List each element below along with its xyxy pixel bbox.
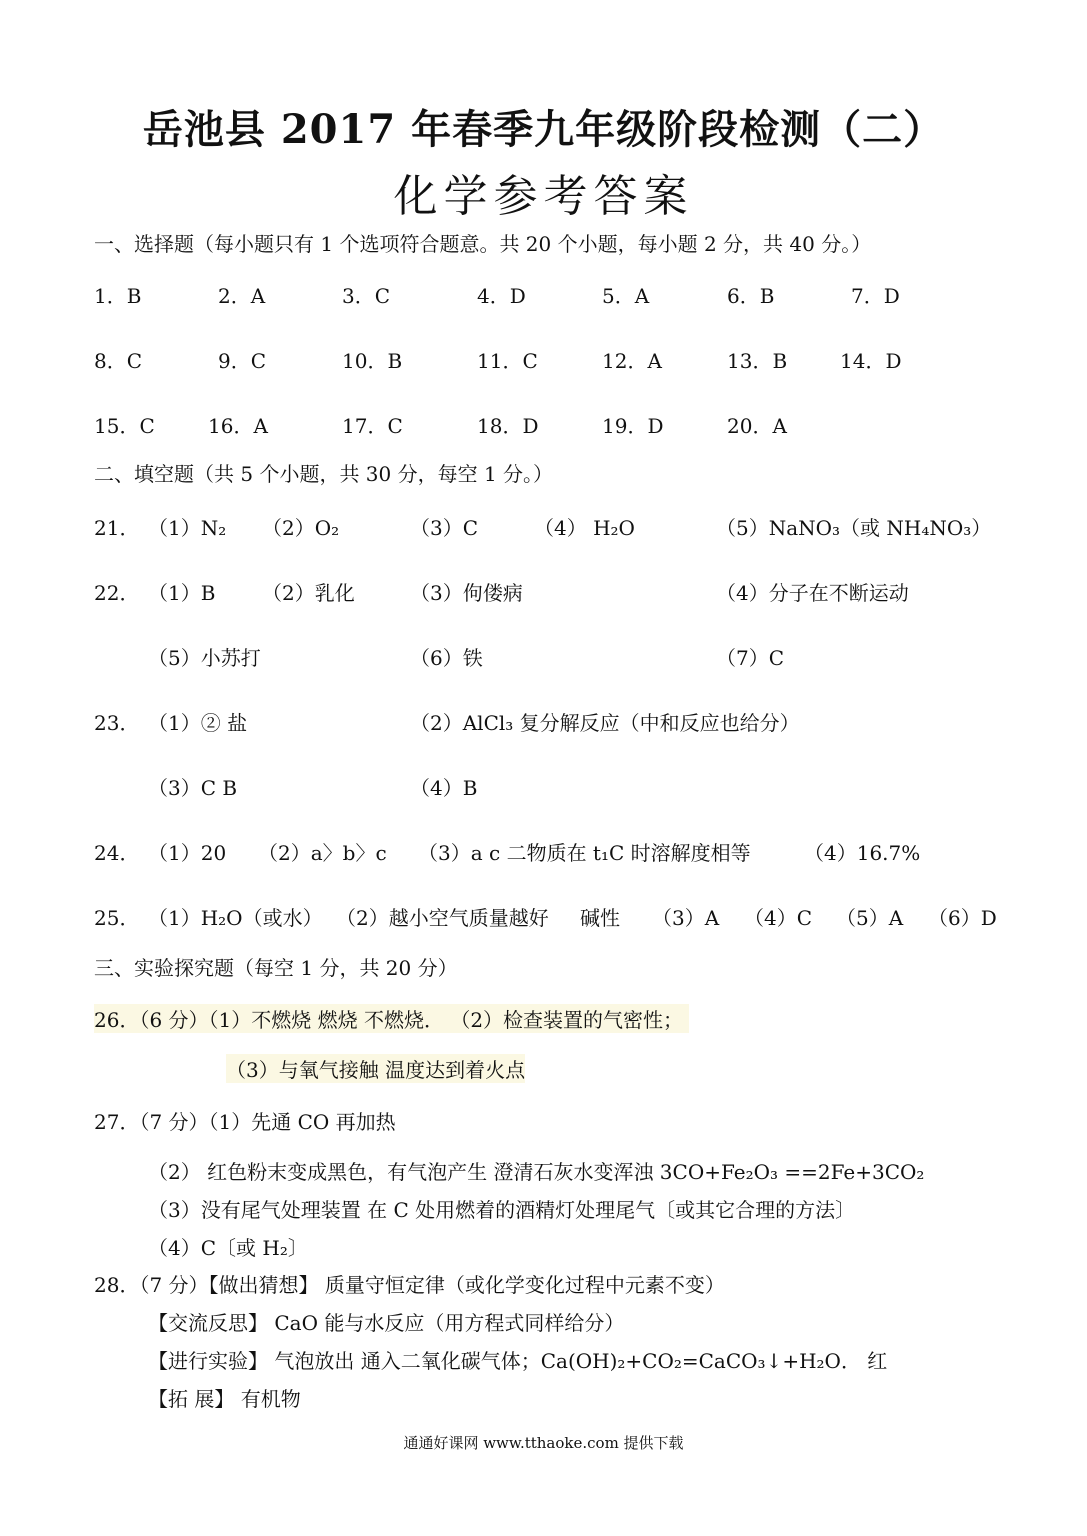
q28-line2: 【交流反思】 CaO 能与水反应（用方程式同样给分） [148, 1311, 625, 1335]
answer-text: （2）O₂ [262, 516, 340, 540]
answer-text: （3）a c 二物质在 t₁C 时溶解度相等 [418, 841, 751, 865]
page-subtitle: 化学参考答案 [393, 171, 694, 222]
answer-item: 14．D [840, 349, 902, 373]
answer-item: 20．A [727, 414, 787, 438]
q28-line3: 【进行实验】 气泡放出 通入二氧化碳气体；Ca(OH)₂+CO₂=CaCO₃↓+H₂O． 红 [148, 1349, 888, 1373]
answer-text: （1）N₂ [148, 516, 227, 540]
section-heading-experiment: 三、实验探究题（每空 1 分，共 20 分） [94, 956, 458, 980]
q28-line1: 28．（7 分）【做出猜想】 质量守恒定律（或化学变化过程中元素不变） [94, 1273, 725, 1297]
answer-text: （4）16.7% [804, 841, 921, 865]
answer-text: （2）越小空气质量越好 [336, 906, 549, 930]
answer-text: （3）A [652, 906, 720, 930]
answer-item: 18．D [477, 414, 539, 438]
answer-text: （5）小苏打 [148, 646, 261, 670]
answer-item: 11．C [477, 349, 538, 373]
answer-text: （2）乳化 [262, 581, 355, 605]
answer-text: （1）② 盐 [148, 711, 248, 735]
answer-item: 3．C [342, 284, 391, 308]
q27-line4: （4）C〔或 H₂〕 [148, 1236, 308, 1260]
answer-item: 4．D [477, 284, 526, 308]
answer-item: 12．A [602, 349, 662, 373]
answer-text: （4）B [410, 776, 478, 800]
answer-text: 碱性 [580, 906, 620, 930]
answer-item: 5．A [602, 284, 650, 308]
answer-text: （1）20 [148, 841, 227, 865]
question-number: 25． [94, 906, 140, 930]
answer-item: 16．A [208, 414, 268, 438]
answer-item: 19．D [602, 414, 664, 438]
answer-item: 15．C [94, 414, 155, 438]
answer-item: 10．B [342, 349, 403, 373]
answer-item: 13．B [727, 349, 788, 373]
answer-text: （2）a〉b〉c [258, 841, 387, 865]
answer-text: （3）C B [148, 776, 238, 800]
answer-text: （1）H₂O（或水） [148, 906, 323, 930]
q27-line2: （2） 红色粉末变成黑色，有气泡产生 澄清石灰水变浑浊 3CO+Fe₂O₃ ==2Fe+3CO₂ [148, 1160, 925, 1184]
answer-item: 7．D [851, 284, 900, 308]
answer-item: 8．C [94, 349, 143, 373]
answer-item: 2．A [218, 284, 266, 308]
answer-text: （3）C [410, 516, 479, 540]
answer-text: （3）佝偻病 [410, 581, 523, 605]
question-number: 23． [94, 711, 140, 735]
answer-item: 17．C [342, 414, 403, 438]
answer-text: （6）铁 [410, 646, 483, 670]
answer-text: （1）B [148, 581, 216, 605]
answer-text: （7）C [716, 646, 785, 670]
question-number: 24． [94, 841, 140, 865]
answer-text: （5）NaNO₃（或 NH₄NO₃） [716, 516, 992, 540]
footer-download-note: 通通好课网 www.tthaoke.com 提供下载 [403, 1434, 684, 1452]
q26-line2: （3）与氧气接触 温度达到着火点 [226, 1054, 525, 1083]
q28-line4: 【拓 展】 有机物 [148, 1387, 301, 1411]
section-heading-fill: 二、填空题（共 5 个小题，共 30 分，每空 1 分。） [94, 462, 554, 486]
answer-text: （4） H₂O [534, 516, 635, 540]
question-number: 22． [94, 581, 140, 605]
question-number: 21． [94, 516, 140, 540]
answer-text: （6）D [928, 906, 997, 930]
q26-line1: 26．（6 分）（1）不燃烧 燃烧 不燃烧． （2）检查装置的气密性； [94, 1004, 689, 1033]
answer-text: （5）A [836, 906, 904, 930]
answer-text: （2）AlCl₃ 复分解反应（中和反应也给分） [410, 711, 800, 735]
answer-text: （4）分子在不断运动 [716, 581, 909, 605]
answer-item: 6．B [727, 284, 775, 308]
answer-text: （4）C [744, 906, 813, 930]
answer-item: 1．B [94, 284, 142, 308]
answer-item: 9．C [218, 349, 267, 373]
q27-line1: 27．（7 分）（1）先通 CO 再加热 [94, 1110, 396, 1134]
page-title: 岳池县 2017 年春季九年级阶段检测（二） [142, 106, 945, 153]
q27-line3: （3）没有尾气处理装置 在 C 处用燃着的酒精灯处理尾气〔或其它合理的方法〕 [148, 1198, 856, 1222]
section-heading-choice: 一、选择题（每小题只有 1 个选项符合题意。共 20 个小题，每小题 2 分，共 40 分。） [94, 232, 872, 256]
